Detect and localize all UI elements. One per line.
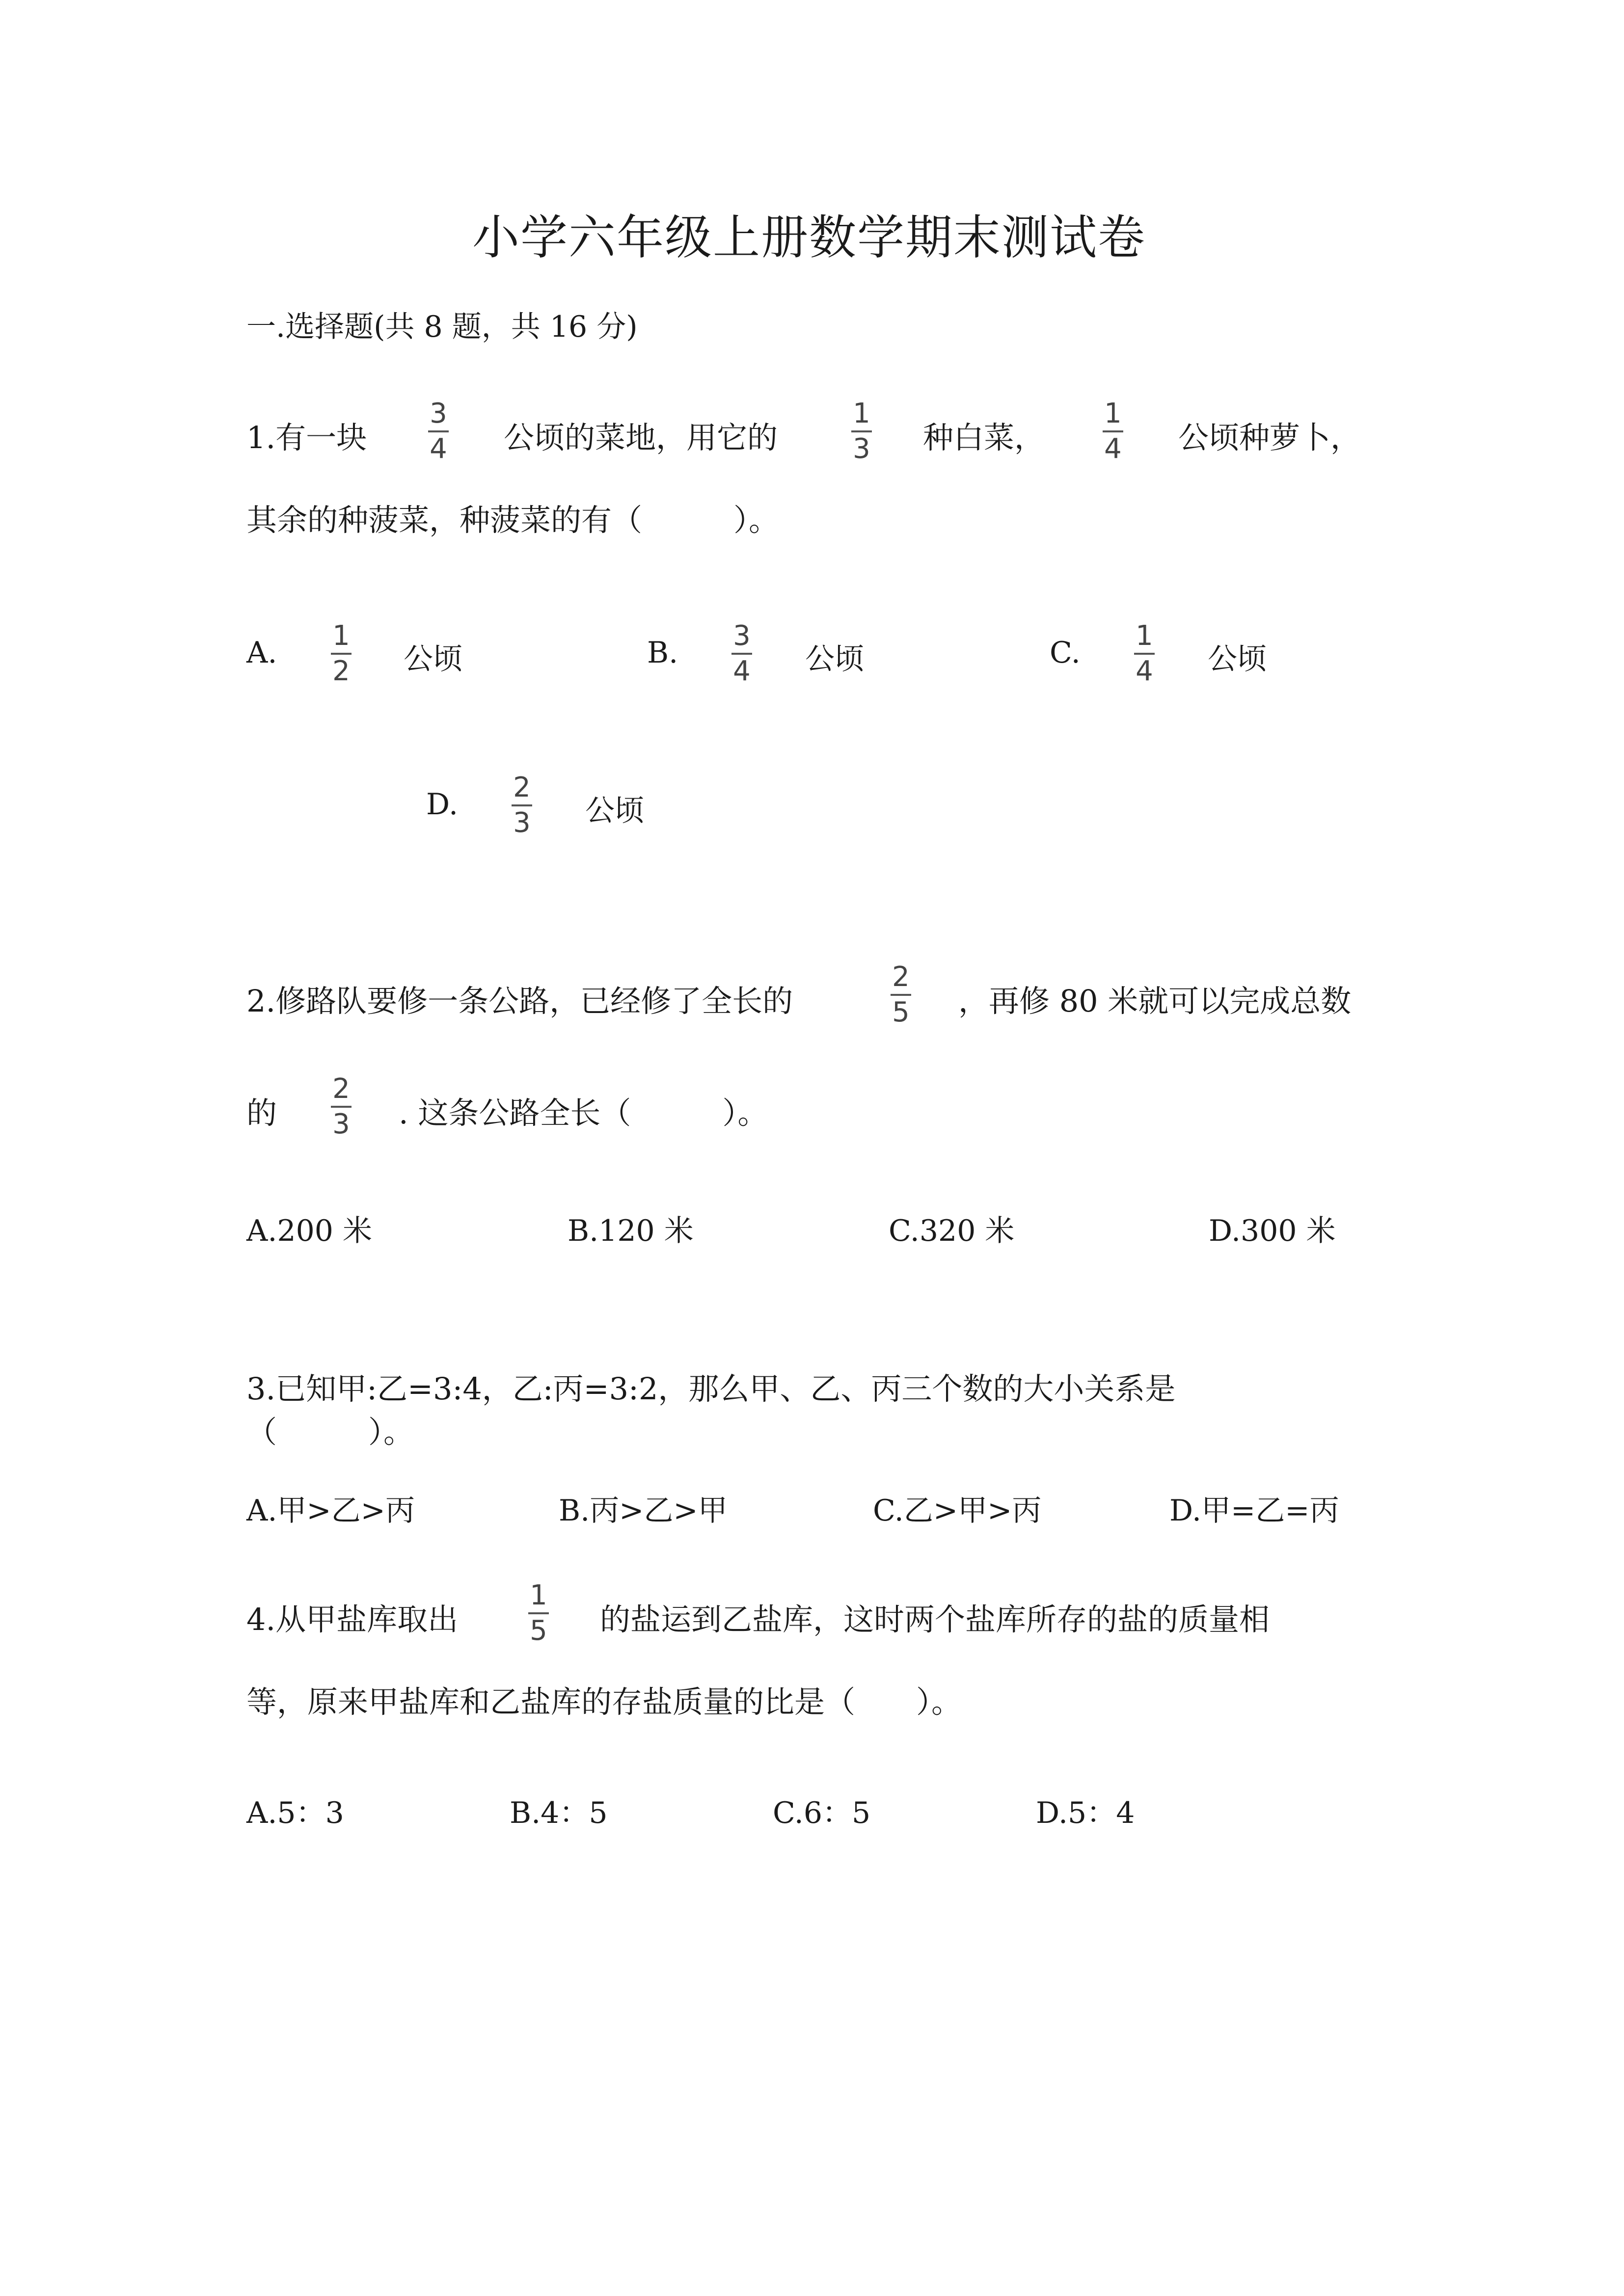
q2-text-1: 2.修路队要修一条公路，已经修了全长的 <box>246 983 793 1019</box>
q3-text-1: 3.已知甲:乙=3:4，乙:丙=3:2，那么甲、乙、丙三个数的大小关系是 <box>246 1371 1176 1407</box>
option-unit: 公顷 <box>1208 642 1267 676</box>
option-fraction: 3 4 <box>725 622 759 685</box>
option-label: C. <box>1050 636 1081 670</box>
q1-text-4: 公顷种萝卜， <box>1178 420 1361 455</box>
q3-text-2: （ ）。 <box>246 1414 414 1450</box>
q4-text-1: 4.从甲盐库取出 <box>246 1602 459 1637</box>
option-label: A. <box>246 636 277 670</box>
page-title: 小学六年级上册数学期末测试卷 <box>472 210 1146 265</box>
option-unit: 公顷 <box>805 642 864 676</box>
q1-text-line2: 其余的种菠菜，种菠菜的有（ ）。 <box>246 502 780 538</box>
q4-text-2: 的盐运到乙盐库，这时两个盐库所存的盐的质量相 <box>600 1602 1270 1637</box>
option-label: D. <box>426 787 459 822</box>
q3-option-b[interactable]: B.丙>乙>甲 <box>559 1494 728 1528</box>
q4-option-d[interactable]: D.5：4 <box>1036 1796 1135 1830</box>
q2-fraction-2: 2 3 <box>324 1075 358 1138</box>
q1-fraction-2: 1 3 <box>844 400 879 463</box>
option-unit: 公顷 <box>585 794 644 828</box>
option-fraction: 1 2 <box>324 622 358 685</box>
q4-option-c[interactable]: C.6：5 <box>773 1796 871 1830</box>
q3-option-a[interactable]: A.甲>乙>丙 <box>246 1494 415 1528</box>
q4-fraction-1: 1 5 <box>521 1582 556 1645</box>
q3-option-c[interactable]: C.乙>甲>丙 <box>873 1494 1042 1528</box>
q1-text-2: 公顷的菜地，用它的 <box>504 420 778 455</box>
q2-option-c[interactable]: C.320 米 <box>889 1214 1015 1248</box>
q1-text-1: 1.有一块 <box>246 420 367 455</box>
option-fraction: 2 3 <box>505 774 539 837</box>
section-header: 一.选择题(共 8 题，共 16 分) <box>246 310 638 344</box>
q2-option-b[interactable]: B.120 米 <box>568 1214 694 1248</box>
option-unit: 公顷 <box>404 642 462 676</box>
q2-text-4: . 这条公路全长（ ）。 <box>399 1095 768 1131</box>
q2-option-a[interactable]: A.200 米 <box>246 1214 372 1248</box>
q2-text-3: 的 <box>246 1095 277 1131</box>
option-fraction: 1 4 <box>1127 622 1162 685</box>
q2-option-d[interactable]: D.300 米 <box>1209 1214 1336 1248</box>
q4-option-b[interactable]: B.4：5 <box>510 1796 608 1830</box>
q1-text-3: 种白菜， <box>923 420 1045 455</box>
q4-text-3: 等，原来甲盐库和乙盐库的存盐质量的比是（ ）。 <box>246 1684 962 1720</box>
option-label: B. <box>647 636 678 670</box>
q1-fraction-1: 3 4 <box>421 400 456 463</box>
q2-text-2: ，再修 80 米就可以完成总数 <box>958 983 1352 1019</box>
q4-option-a[interactable]: A.5：3 <box>246 1796 344 1830</box>
q1-fraction-3: 1 4 <box>1096 400 1130 463</box>
q2-fraction-1: 2 5 <box>884 963 918 1026</box>
q3-option-d[interactable]: D.甲=乙=丙 <box>1169 1494 1339 1528</box>
